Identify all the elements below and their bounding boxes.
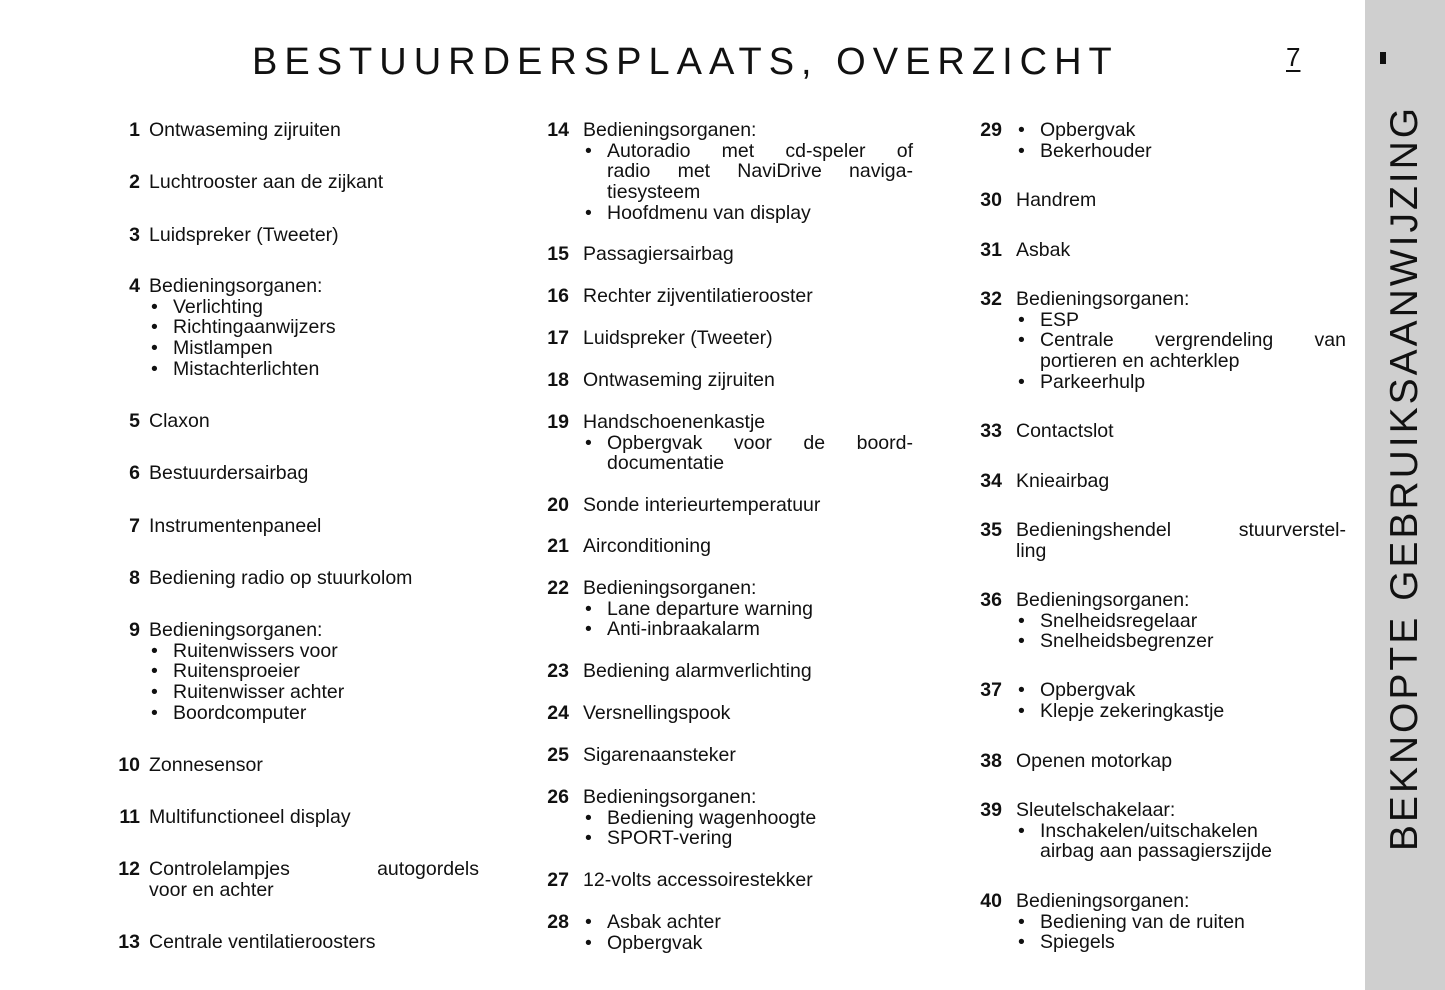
legend-number: 9 [129,619,140,641]
legend-subitem-text: ESP [1040,308,1080,331]
legend-subitem [1016,932,1245,953]
legend-subitem [149,641,344,662]
legend-subitem [1016,701,1224,722]
legend-number: 35 [980,519,1002,541]
legend-subitem-text: Mistlampen [173,337,273,360]
legend-number: 28 [547,911,569,933]
legend-label: Handschoenenkastje [583,411,766,433]
bullet-icon: • [585,431,592,454]
legend-subitem [149,317,336,338]
legend-label: Bedieningsorganen: [1016,589,1190,611]
legend-number: 17 [547,327,569,349]
legend-subitem [583,599,813,620]
bullet-icon: • [151,295,158,318]
legend-text [1016,240,1070,261]
legend-label: Sonde interieurtemperatuur [583,494,821,516]
legend-subitem-text: Opbergvak voor de boord- [607,431,913,454]
legend-text [149,568,412,589]
bullet-icon: • [1018,370,1025,393]
legend-label: Bedieningsorganen: [583,786,757,808]
legend-text [149,411,210,432]
legend-text [583,578,813,640]
bullet-icon: • [1018,308,1025,331]
legend-number: 8 [129,567,140,589]
legend-text [149,172,383,193]
legend-number: 36 [980,589,1002,611]
legend-text [583,328,773,349]
legend-text [1016,590,1213,652]
legend-subitem [149,297,336,318]
legend-number: 22 [547,577,569,599]
legend-subitem [583,912,721,933]
legend-number: 16 [547,285,569,307]
legend-label: voor en achter [149,878,274,901]
legend-text [1016,289,1346,393]
legend-text [583,412,913,474]
bullet-icon: • [1018,119,1025,141]
legend-subitem-text: Richtingaanwijzers [173,316,336,339]
legend-number: 2 [129,171,140,193]
legend-text [583,870,813,891]
legend-subitem-text: Opbergvak [607,931,703,954]
legend-number: 31 [980,239,1002,261]
bullet-icon: • [1018,329,1025,352]
legend-subitem-text: Hoofdmenu van display [607,201,811,224]
legend-continuation-text: portieren en achterklep [1040,350,1240,373]
legend-subitem-text: Lane departure warning [607,597,813,620]
bullet-icon: • [585,827,592,850]
legend-number: 5 [129,410,140,432]
legend-label: Claxon [149,410,210,432]
bullet-icon: • [1018,819,1025,842]
legend-subitem-text: Opbergvak [1040,679,1136,701]
legend-subitem-continuation [583,182,913,203]
legend-text [583,703,730,724]
legend-text [149,620,344,724]
legend-subitem [1016,680,1224,701]
legend-label: Ontwaseming zijruiten [149,119,341,141]
legend-subitem-continuation [1016,351,1346,372]
legend-subitem-continuation [583,453,913,474]
legend-subitem-text: Spiegels [1040,931,1115,954]
legend-number: 39 [980,799,1002,821]
legend-label: 12-volts accessoirestekker [583,869,813,891]
legend-number: 37 [980,679,1002,701]
bullet-icon: • [1018,931,1025,954]
legend-label: Bedieningsorganen: [149,619,323,641]
legend-text [583,120,913,224]
legend-text [149,859,479,900]
legend-subitem-text: Ruitenwisser achter [173,681,345,704]
legend-subitem [583,933,721,954]
legend-text [149,463,308,484]
legend-label: Bestuurdersairbag [149,462,309,484]
legend-subitem [149,703,344,724]
legend-number: 12 [118,858,140,880]
legend-subitem-text: Bediening wagenhoogte [607,806,817,829]
legend-text [583,787,816,849]
legend-number: 29 [980,119,1002,141]
legend-subitem-continuation [1016,841,1272,862]
legend-text [1016,520,1346,561]
side-tab-label: BEKNOPTE GEBRUIKSAANWIJZING [1383,104,1426,852]
bullet-icon: • [151,639,158,662]
legend-subitem [583,203,913,224]
bullet-icon: • [1018,679,1025,701]
legend-label: Handrem [1016,189,1097,211]
legend-label: Bediening alarmverlichting [583,660,812,682]
legend-continuation-text: radio met NaviDrive naviga- [607,160,913,183]
legend-label: Luchtrooster aan de zijkant [149,171,384,193]
legend-number: 26 [547,786,569,808]
legend-number: 27 [547,869,569,891]
bullet-icon: • [151,701,158,724]
legend-subitem-text: Bekerhouder [1040,139,1152,162]
legend-text [583,912,721,953]
legend-text [583,745,736,766]
legend-number: 23 [547,660,569,682]
page-number: 7 [1286,42,1301,72]
legend-text [583,536,711,557]
legend-text [1016,680,1224,721]
legend-subitem [149,682,344,703]
legend-label: Bedieningsorganen: [1016,288,1190,310]
legend-number: 30 [980,189,1002,211]
legend-label: Multifunctioneel display [149,806,351,828]
legend-label: Sigarenaansteker [583,744,736,766]
legend-label: Asbak [1016,239,1071,261]
legend-subitem [583,828,816,849]
legend-subitem [149,661,344,682]
legend-subitem-continuation [583,161,913,182]
legend-subitem [1016,631,1213,652]
bullet-icon: • [585,201,592,224]
legend-continuation-text: documentatie [607,452,725,475]
legend-label: Instrumentenpaneel [149,515,322,537]
legend-number: 32 [980,288,1002,310]
legend-subitem-text: Ruitenwissers voor [173,639,338,662]
legend-text [149,755,263,776]
legend-text [149,225,339,246]
legend-text [583,370,775,391]
bullet-icon: • [585,139,592,162]
legend-text [1016,471,1109,492]
legend-text [1016,190,1096,211]
legend-number: 21 [547,535,569,557]
legend-subitem-text: Klepje zekeringkastje [1040,699,1225,722]
legend-subitem-text: Bediening van de ruiten [1040,910,1245,933]
legend-subitem-text: Autoradio met cd-speler of [607,139,913,162]
legend-number: 13 [118,931,140,953]
legend-label: Bediening radio op stuurkolom [149,567,413,589]
legend-number: 6 [129,462,140,484]
bullet-icon: • [1018,699,1025,722]
legend-number: 34 [980,470,1002,492]
legend-number: 38 [980,750,1002,772]
legend-label: Openen motorkap [1016,750,1173,772]
legend-subitem-text: SPORT-vering [607,827,733,850]
legend-subitem-text: Ruitensproeier [173,660,300,683]
legend-label: Sleutelschakelaar: [1016,799,1176,821]
legend-label: Knieairbag [1016,470,1110,492]
legend-label: Bedieningshendel stuurverstel- [1016,519,1346,541]
legend-subitem-text: Verlichting [173,295,263,318]
legend-text [149,120,341,141]
legend-text [583,495,820,516]
legend-subitem-text: Asbak achter [607,911,721,933]
legend-text [583,244,734,265]
tab-marker [1380,52,1386,64]
bullet-icon: • [585,806,592,829]
legend-label: ling [1016,539,1047,562]
legend-label: Versnellingspook [583,702,731,724]
legend-label: Ontwaseming zijruiten [583,369,775,391]
legend-subitem [1016,611,1213,632]
legend-text [1016,800,1272,862]
legend-subitem-text: Opbergvak [1040,119,1136,141]
legend-text [149,932,376,953]
legend-label: Bedieningsorganen: [149,275,323,297]
legend-number: 3 [129,224,140,246]
bullet-icon: • [151,316,158,339]
legend-label: Luidspreker (Tweeter) [149,224,339,246]
legend-number: 15 [547,243,569,265]
legend-subitem [1016,912,1245,933]
legend-number: 33 [980,420,1002,442]
legend-number: 1 [129,119,140,141]
legend-number: 24 [547,702,569,724]
bullet-icon: • [1018,630,1025,653]
legend-number: 14 [547,119,569,141]
legend-text [149,807,351,828]
legend-subitem [1016,372,1346,393]
legend-label: Bedieningsorganen: [583,119,757,141]
legend-subitem-text: Anti-inbraakalarm [607,618,760,641]
legend-subitem-text: Inschakelen/uitschakelen [1040,819,1258,842]
legend-text [1016,891,1245,953]
legend-number: 20 [547,494,569,516]
bullet-icon: • [585,911,592,933]
bullet-icon: • [151,337,158,360]
legend-text [583,661,812,682]
legend-text [583,286,813,307]
bullet-icon: • [1018,139,1025,162]
legend-label: Bedieningsorganen: [583,577,757,599]
page-title: BESTUURDERSPLAATS, OVERZICHT [252,41,1119,83]
legend-number: 40 [980,890,1002,912]
legend-subitem-text: Parkeerhulp [1040,370,1146,393]
legend-number: 25 [547,744,569,766]
legend-subitem [583,141,913,162]
legend-subitem [583,619,813,640]
legend-text [149,276,336,380]
legend-number: 4 [129,275,140,297]
legend-text [1016,421,1114,442]
legend-subitem [583,808,816,829]
legend-subitem [1016,141,1152,162]
legend-subitem-text: Snelheidsbegrenzer [1040,630,1214,653]
legend-text [1016,120,1152,161]
bullet-icon: • [585,618,592,641]
bullet-icon: • [151,681,158,704]
legend-subitem [583,433,913,454]
legend-label: Zonnesensor [149,754,263,776]
legend-subitem-text: Mistachterlichten [173,357,320,380]
bullet-icon: • [585,931,592,954]
legend-text [149,516,321,537]
bullet-icon: • [151,357,158,380]
legend-label: Centrale ventilatieroosters [149,931,376,953]
legend-label: Controlelampjes autogordels [149,858,479,880]
legend-subitem [1016,821,1272,842]
legend-label: Airconditioning [583,535,711,557]
legend-number: 19 [547,411,569,433]
legend-text [1016,751,1172,772]
legend-subitem [149,338,336,359]
bullet-icon: • [1018,609,1025,632]
legend-number: 10 [118,754,140,776]
legend-subitem [1016,330,1346,351]
bullet-icon: • [151,660,158,683]
legend-label: Passagiersairbag [583,243,734,265]
legend-continuation-text: tiesysteem [607,181,701,204]
legend-subitem [1016,310,1346,331]
bullet-icon: • [1018,910,1025,933]
legend-subitem-text: Snelheidsregelaar [1040,609,1198,632]
legend-number: 18 [547,369,569,391]
legend-subitem-text: Boordcomputer [173,701,307,724]
legend-label: Contactslot [1016,420,1114,442]
legend-subitem [1016,120,1152,141]
legend-subitem [149,359,336,380]
legend-label: Luidspreker (Tweeter) [583,327,773,349]
legend-subitem-text: Centrale vergrendeling van [1040,329,1346,352]
legend-label: Bedieningsorganen: [1016,890,1190,912]
bullet-icon: • [585,597,592,620]
legend-continuation-text: airbag aan passagierszijde [1040,840,1272,863]
legend-label: Rechter zijventilatierooster [583,285,813,307]
legend-number: 11 [119,806,140,828]
legend-number: 7 [129,515,140,537]
